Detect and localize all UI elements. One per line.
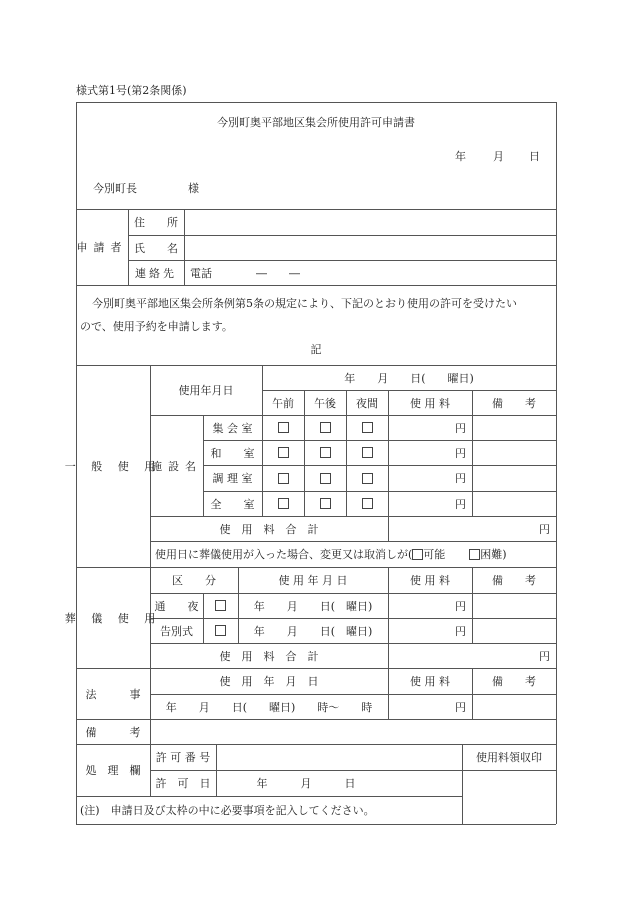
possible-label: 可能 — [423, 548, 446, 561]
farewell-checkbox[interactable] — [215, 625, 226, 636]
memorial-date-header: 使 用 年 月 日 — [219, 675, 319, 688]
phone-field[interactable]: 電話 ― ― — [190, 266, 300, 280]
facility-name: 調 理 室 — [212, 472, 253, 485]
facility-label: 施設名 — [151, 459, 202, 473]
application-year: 年 — [455, 150, 466, 163]
remarks-field[interactable] — [150, 719, 556, 744]
funeral-use-label: 葬 儀 使 用 — [64, 611, 162, 625]
statement-line-2: ので、使用予約を申請します。 — [80, 320, 233, 333]
memorial-remarks-header: 備 考 — [492, 675, 536, 688]
facility-name: 集 会 室 — [212, 421, 253, 435]
afternoon-checkbox[interactable] — [320, 498, 331, 509]
usage-date-label: 使用年月日 — [178, 384, 234, 397]
col-remarks: 備 考 — [492, 396, 536, 410]
permit-number-field[interactable] — [216, 744, 462, 770]
possible-checkbox[interactable] — [412, 549, 423, 560]
night-checkbox[interactable] — [362, 498, 373, 509]
night-checkbox[interactable] — [362, 473, 373, 484]
address-field[interactable] — [190, 209, 550, 235]
funeral-note: 使用日に葬儀使用が入った場合、変更又は取消しが( 可能 困難 ) — [155, 547, 507, 561]
night-checkbox[interactable] — [362, 447, 373, 458]
receipt-stamp-area — [462, 770, 556, 824]
col-night: 夜間 — [356, 396, 378, 410]
memorial-fee-header: 使 用 料 — [410, 675, 450, 688]
col-category: 区 分 — [172, 574, 216, 587]
contact-label: 連絡先 — [135, 266, 177, 280]
facility-name: 和 室 — [210, 446, 255, 460]
remarks-field[interactable] — [472, 491, 556, 516]
application-day: 日 — [529, 150, 540, 163]
col-fee: 使 用 料 — [410, 396, 450, 410]
afternoon-checkbox[interactable] — [320, 422, 331, 433]
memorial-label: 法 事 — [85, 687, 141, 701]
address-label: 住 所 — [134, 216, 178, 229]
difficult-label: 困難 — [480, 548, 503, 561]
statement-line-1: 今別町奥平部地区集会所条例第5条の規定により、下記のとおり使用の許可を受けたい — [92, 297, 517, 310]
morning-checkbox[interactable] — [278, 473, 289, 484]
funeral-type: 通 夜 — [154, 599, 199, 613]
remarks-field[interactable] — [472, 593, 556, 618]
name-label: 氏 名 — [134, 241, 178, 255]
morning-checkbox[interactable] — [278, 422, 289, 433]
addressee-name: 今別町長 — [93, 182, 137, 195]
permit-number-label: 許 可 番 号 — [155, 751, 211, 764]
col-afternoon: 午後 — [314, 396, 336, 410]
ki-heading: 記 — [310, 343, 322, 356]
memorial-date-field[interactable]: 年 月 日( 曜日) 時～ 時 — [165, 700, 373, 714]
general-use-label: 一 般 使 用 — [64, 460, 162, 473]
remarks-field[interactable] — [472, 415, 556, 440]
remarks-field[interactable] — [472, 465, 556, 491]
col-fee: 使 用 料 — [410, 574, 450, 587]
remarks-field[interactable] — [472, 618, 556, 643]
general-total-field[interactable]: 円 — [539, 522, 550, 536]
funeral-total-field[interactable]: 円 — [539, 649, 550, 663]
date-field[interactable]: 年 月 日( 曜日) — [253, 624, 373, 638]
funeral-total-label: 使 用 料 合 計 — [219, 649, 319, 663]
permit-date-field[interactable]: 年 月 日 — [256, 777, 356, 790]
remarks-field[interactable] — [472, 440, 556, 465]
form-title: 今別町奥平部地区集会所使用許可申請書 — [217, 116, 415, 129]
fee-field[interactable]: 円 — [455, 472, 466, 485]
addressee-honorific: 様 — [188, 182, 199, 195]
name-field[interactable] — [190, 235, 550, 260]
col-remarks: 備 考 — [492, 574, 536, 587]
fee-field[interactable]: 円 — [455, 446, 466, 460]
application-month: 月 — [493, 150, 504, 163]
morning-checkbox[interactable] — [278, 498, 289, 509]
memorial-fee-field[interactable]: 円 — [455, 700, 466, 714]
difficult-checkbox[interactable] — [469, 549, 480, 560]
col-morning: 午前 — [272, 396, 294, 410]
night-checkbox[interactable] — [362, 422, 373, 433]
morning-checkbox[interactable] — [278, 447, 289, 458]
fee-field[interactable]: 円 — [455, 421, 466, 435]
general-total-label: 使 用 料 合 計 — [219, 522, 319, 536]
fee-field[interactable]: 円 — [455, 497, 466, 511]
wake-checkbox[interactable] — [215, 600, 226, 611]
processing-label: 処 理 欄 — [85, 764, 141, 777]
afternoon-checkbox[interactable] — [320, 447, 331, 458]
col-usage-date: 使 用 年 月 日 — [278, 574, 348, 587]
fee-field[interactable]: 円 — [455, 599, 466, 613]
form-number: 様式第1号(第2条関係) — [76, 84, 187, 97]
permit-date-label: 許 可 日 — [155, 777, 211, 790]
applicant-label: 申請者 — [76, 241, 128, 254]
remarks-label: 備 考 — [85, 725, 141, 739]
funeral-type: 告別式 — [160, 624, 193, 638]
facility-name: 全 室 — [210, 497, 255, 511]
receipt-stamp-label: 使用料領収印 — [476, 751, 542, 764]
funeral-note-text: 使用日に葬儀使用が入った場合、変更又は取消しが( — [155, 548, 413, 561]
fee-field[interactable]: 円 — [455, 624, 466, 638]
date-field[interactable]: 年 月 日( 曜日) — [253, 599, 373, 613]
afternoon-checkbox[interactable] — [320, 473, 331, 484]
usage-date-field[interactable]: 年 月 日( 曜日) — [344, 371, 474, 385]
memorial-remarks-field[interactable] — [472, 694, 556, 719]
note-text: (注) 申請日及び太枠の中に必要事項を記入してください。 — [80, 804, 375, 817]
